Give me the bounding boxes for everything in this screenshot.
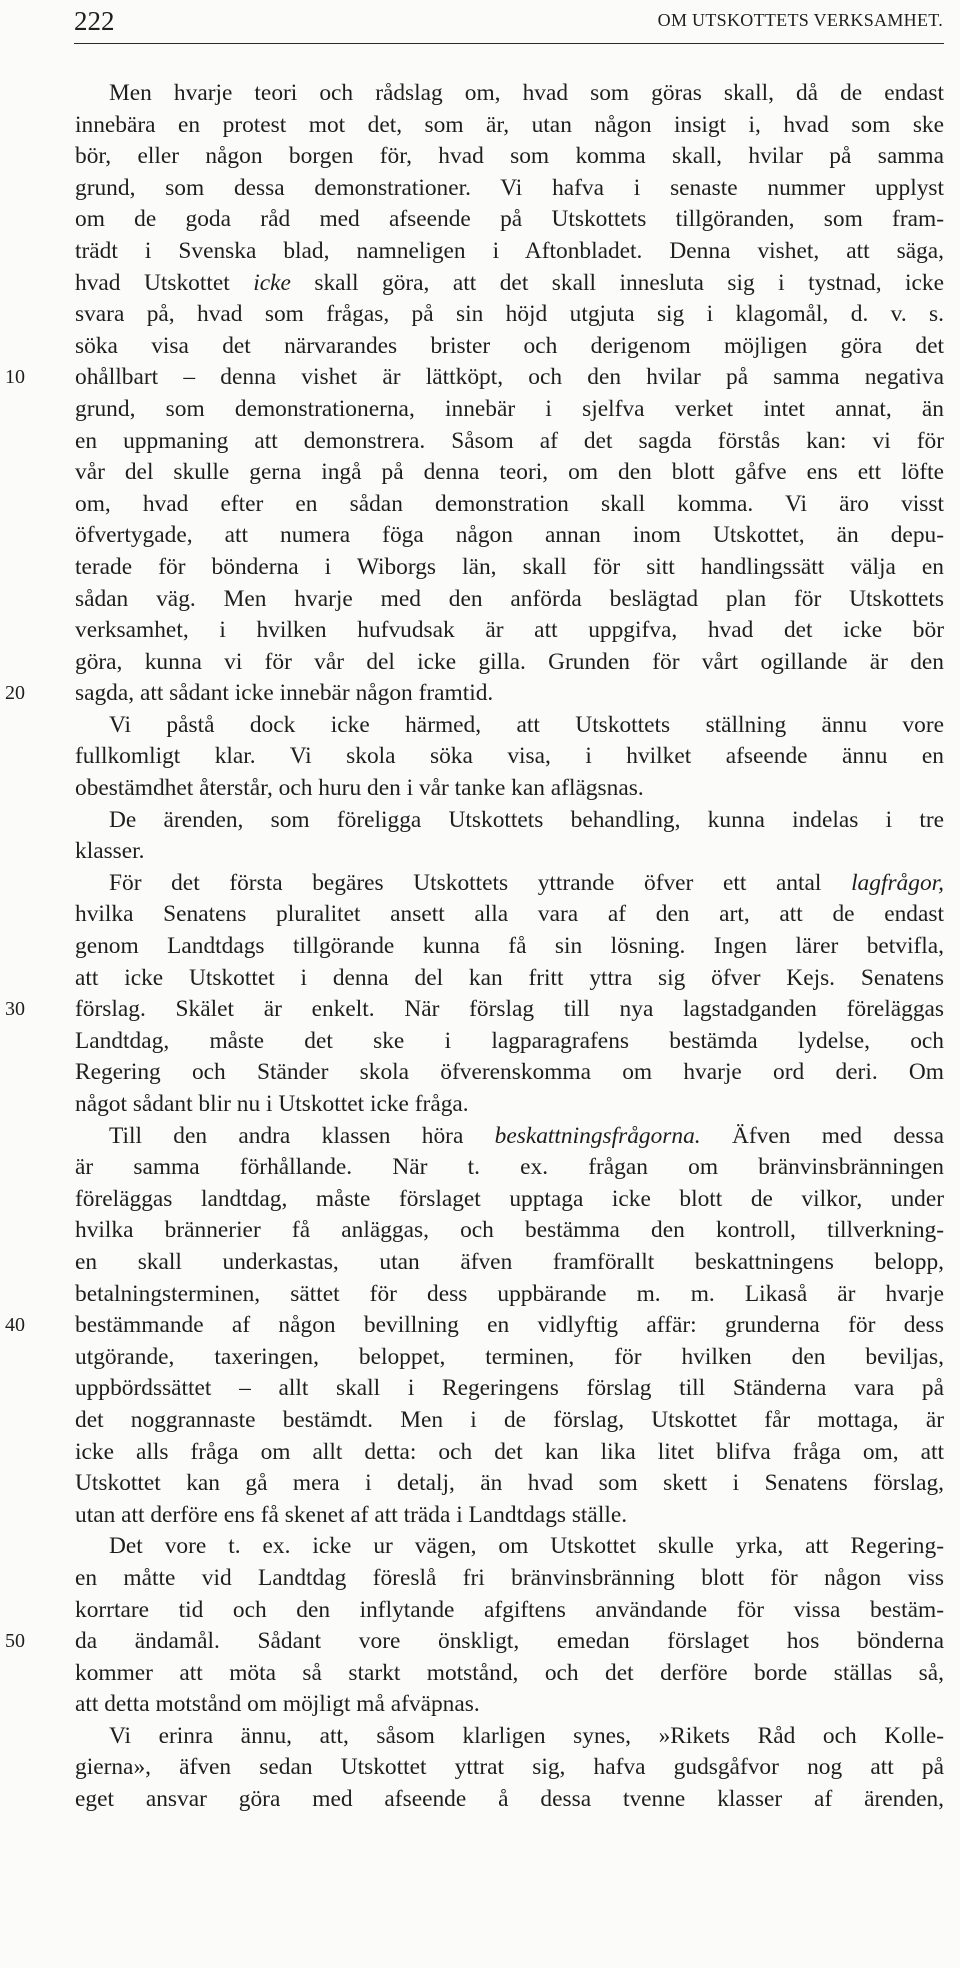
text-line: genom Landtdags tillgörande kunna få sin lösning. Ingen lärer betvifla, <box>75 933 944 960</box>
text-line: vår del skulle gerna ingå på denna teori, om den blott gåfve ens ett löfte <box>75 459 944 486</box>
margin-number: 40 <box>5 1314 25 1337</box>
text-line: en skall underkastas, utan äfven framförallt beskattningens belopp, <box>75 1248 944 1275</box>
text-line: söka visa det närvarandes brister och derigenom möjligen göra det <box>75 332 944 359</box>
text-line: uppbördssättet – allt skall i Regeringens förslag till Ständerna vara på <box>75 1375 944 1402</box>
text-line: svara på, hvad som frågas, på sin höjd utgjuta sig i klagomål, d. v. s. <box>75 301 944 328</box>
text-line: är samma förhållande. När t. ex. frågan om bränvinsbränningen <box>75 1154 944 1181</box>
text-line: Utskottet kan gå mera i detalj, än hvad som skett i Senatens förslag, <box>75 1470 944 1497</box>
text-line: att icke Utskottet i denna del kan fritt yttra sig öfver Kejs. Senatens <box>75 964 944 991</box>
text-line: Men hvarje teori och rådslag om, hvad som göras skall, då de endast <box>109 80 944 106</box>
text-line: göra, kunna vi för vår del icke gilla. Grunden för vårt ogillande är den <box>75 648 944 675</box>
text-line: om de goda råd med afseende på Utskottets tillgöranden, som fram- <box>75 206 944 233</box>
text-line: innebära en protest mot det, som är, utan någon insigt i, hvad som ske <box>75 111 944 138</box>
text-line: fullkomligt klar. Vi skola söka visa, i hvilket afseende ännu en <box>75 743 944 770</box>
text-line: hvilka brännerier få anläggas, och bestämma den kontroll, tillverkning- <box>75 1217 944 1244</box>
page-number: 222 <box>74 6 115 36</box>
body-text <box>75 78 944 1816</box>
margin-number: 50 <box>5 1630 25 1653</box>
text-line: betalningsterminen, sättet för dess uppbärande m. m. Likaså är hvarje <box>75 1280 944 1307</box>
text-line: Regering och Ständer skola öfverenskomma om hvarje ord deri. Om <box>75 1059 944 1086</box>
text-line: något sådant blir nu i Utskottet icke fråga. <box>75 1091 469 1117</box>
margin-number: 10 <box>5 366 25 389</box>
text-line: att detta motstånd om möjligt må afväpnas. <box>75 1691 480 1718</box>
margin-number: 20 <box>5 682 25 705</box>
text-line: klasser. <box>75 838 145 865</box>
text-line: sådan väg. Men hvarje med den anförda beslägtad plan för Utskottets <box>75 585 944 612</box>
text-line: För det första begäres Utskottets yttrande öfver ett antal lagfrågor, <box>109 869 944 896</box>
text-line: föreläggas landtdag, måste förslaget upptaga icke blott de vilkor, under <box>75 1185 944 1212</box>
text-line: Det vore t. ex. icke ur vägen, om Utskottet skulle yrka, att Regering- <box>109 1533 944 1560</box>
text-line: da ändamål. Sådant vore önskligt, emedan förslaget hos bönderna <box>75 1628 944 1655</box>
text-line: grund, som dessa demonstrationer. Vi hafva i senaste nummer upplyst <box>75 174 944 201</box>
text-line: utan att derföre ens få skenet af att träda i Landtdags ställe. <box>75 1501 628 1528</box>
text-line: grund, som demonstrationerna, innebär i sjelfva verket intet annat, än <box>75 395 944 422</box>
text-line: öfvertygade, att numera föga någon annan inom Utskottet, än depu- <box>75 522 944 549</box>
text-line: terade för bönderna i Wiborgs län, skall för sitt handlingssätt välja en <box>75 553 944 580</box>
text-line: bestämmande af någon bevillning en vidlyftig affär: grunderna för dess <box>75 1312 944 1339</box>
header-rule <box>74 43 944 44</box>
text-line: trädt i Svenska blad, namneligen i Aftonbladet. Denna vishet, att säga, <box>75 237 944 264</box>
text-line: Landtdag, måste det ske i lagparagrafens bestämda lydelse, och <box>75 1027 944 1054</box>
text-line: korrtare tid och den inflytande afgiftens användande för vissa bestäm- <box>75 1596 944 1623</box>
text-line: Vi påstå dock icke härmed, att Utskottets ställning ännu vore <box>109 711 944 738</box>
text-line: om, hvad efter en sådan demonstration skall komma. Vi äro visst <box>75 490 944 517</box>
text-line: gierna», äfven sedan Utskottet yttrat sig, hafva gudsgåfvor nog att på <box>75 1754 944 1781</box>
text-line: verksamhet, i hvilken hufvudsak är att uppgifva, hvad det icke bör <box>75 617 944 644</box>
text-line: bör, eller någon borgen för, hvad som komma skall, hvilar på samma <box>75 143 944 170</box>
text-line: Till den andra klassen höra beskattningsfrågorna. Äfven med dessa <box>109 1122 944 1149</box>
text-line: Vi erinra ännu, att, såsom klarligen synes, »Rikets Råd och Kolle- <box>109 1722 944 1749</box>
running-head: OM UTSKOTTETS VERKSAMHET. <box>657 10 943 30</box>
text-line: förslag. Skälet är enkelt. När förslag till nya lagstadganden föreläggas <box>75 996 944 1023</box>
text-line: en måtte vid Landtdag föreslå fri bränvinsbränning blott för någon viss <box>75 1564 944 1591</box>
text-line: De ärenden, som föreligga Utskottets behandling, kunna indelas i tre <box>109 806 944 833</box>
text-line: ohållbart – denna vishet är lättköpt, och den hvilar på samma negativa <box>75 364 944 391</box>
text-line: hvad Utskottet icke skall göra, att det skall innesluta sig i tystnad, icke <box>75 269 944 296</box>
text-line: eget ansvar göra med afseende å dessa tvenne klasser af ärenden, <box>75 1786 944 1813</box>
text-line: det noggrannaste bestämdt. Men i de förslag, Utskottet får mottaga, är <box>75 1406 944 1433</box>
text-line: utgörande, taxeringen, beloppet, terminen, för hvilken den beviljas, <box>75 1343 944 1370</box>
margin-number: 30 <box>5 998 25 1021</box>
text-line: icke alls fråga om allt detta: och det kan lika litet blifva fråga om, att <box>75 1438 944 1465</box>
text-line: kommer att möta så starkt motstånd, och det derföre borde ställas så, <box>75 1659 944 1686</box>
text-line: sagda, att sådant icke innebär någon framtid. <box>75 680 494 707</box>
text-line: hvilka Senatens pluralitet ansett alla vara af den art, att de endast <box>75 901 944 928</box>
text-line: obestämdhet återstår, och huru den i vår tanke kan aflägsnas. <box>75 775 644 802</box>
text-line: en uppmaning att demonstrera. Såsom af det sagda förstås kan: vi för <box>75 427 944 454</box>
